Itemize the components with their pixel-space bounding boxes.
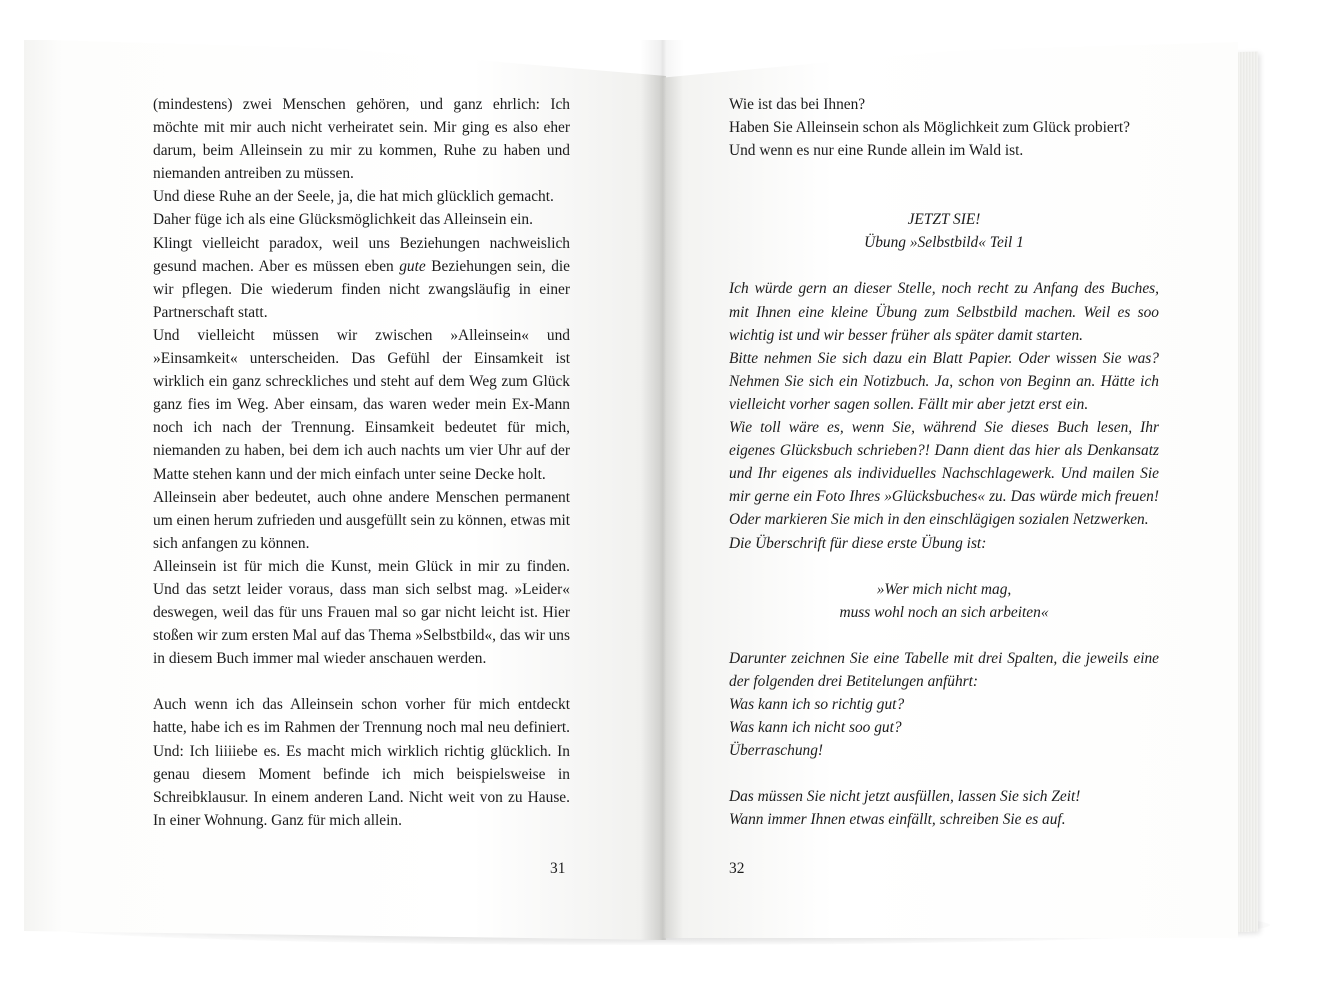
section-gap	[729, 555, 1159, 578]
right-intro-1: Wie ist das bei Ihnen?	[729, 96, 866, 113]
section-gap	[729, 624, 1159, 647]
table-intro: Darunter zeichnen Sie eine Tabelle mit drei Spalten, die jeweils eine der folgenden drei Betitelungen anführt:	[729, 649, 1159, 690]
left-paragraph-4-part-b: Beziehungen sein, die wir pflegen. Die wiederum finden nicht zwangsläufig in einer Partnerschaft statt.	[153, 257, 570, 321]
quote-line-1: »Wer mich nicht mag,	[876, 580, 1012, 598]
column-title-1: Was kann ich so richtig gut?	[729, 695, 905, 713]
section-gap	[729, 762, 1159, 785]
left-paragraph-4	[153, 232, 570, 324]
left-page-text	[153, 93, 570, 832]
exercise-subheading: Übung »Selbstbild« Teil 1	[864, 234, 1024, 252]
exercise-paragraph-4: Die Überschrift für diese erste Übung ist:	[729, 534, 987, 552]
right-intro-3: Und wenn es nur eine Runde allein im Wald ist.	[729, 142, 1024, 160]
left-paragraph-2: Und diese Ruhe an der Seele, ja, die hat mich glücklich gemacht.	[153, 188, 554, 206]
left-paragraph-1: (mindestens) zwei Menschen gehören, und ganz ehrlich: Ich möchte mit mir auch nicht verheiratet sein. Mir ging es also eher darum, beim Alleinsein zu mir zu kommen, Ruhe zu haben und niemanden antreiben zu müssen.	[153, 96, 570, 183]
left-paragraph-4-part-a: Klingt vielleicht paradox, weil uns Beziehungen nachweislich gesund machen. Aber es müssen eben	[153, 234, 570, 275]
exercise-heading: JETZT SIE!	[907, 211, 981, 229]
quote-line-2: muss wohl noch an sich arbeiten«	[839, 603, 1049, 621]
exercise-paragraph-3: Wie toll wäre es, wenn Sie, während Sie dieses Buch lesen, Ihr eigenes Glücksbuch schrieben?! Dann dient das hier als Denkansatz und Ihr eigenes als individuelles Nachschlagewerk. Und mailen Sie mir gerne ein Foto Ihres »Glücksbuches« zu. Das würde mich freuen! Oder markieren Sie mich in den einschlägigen sozialen Netzwerken.	[729, 419, 1159, 529]
book-gutter	[640, 40, 684, 940]
left-paragraph-3: Daher füge ich als eine Glücksmöglichkeit das Alleinsein ein.	[153, 211, 533, 229]
left-paragraph-6: Alleinsein aber bedeutet, auch ohne andere Menschen permanent um einen herum zufrieden und ausgefüllt sein zu können, etwas mit sich anfangen zu können.	[153, 488, 570, 552]
page-number-left: 31	[550, 860, 566, 877]
left-paragraph-7: Alleinsein ist für mich die Kunst, mein Glück in mir zu finden. Und das setzt leider voraus, dass man sich selbst mag. »Leider« deswegen, weil das für uns Frauen mal so gar nicht leicht ist. Hier stoßen wir zum ersten Mal auf das Thema »Selbstbild«, das wir uns in diesem Buch immer mal wieder anschauen werden.	[153, 557, 570, 668]
exercise-paragraph-1: Ich würde gern an dieser Stelle, noch recht zu Anfang des Buches, mit Ihnen eine kleine Übung zum Selbstbild machen. Weil es soo wichtig ist und wir besser früher als später damit starten.	[729, 280, 1159, 344]
right-page-text	[729, 93, 1159, 831]
closing-line-2: Wann immer Ihnen etwas einfällt, schreiben Sie es auf.	[729, 811, 1066, 829]
left-paragraph-4-emphasis: gute	[399, 257, 426, 275]
left-paragraph-8: Auch wenn ich das Alleinsein schon vorher für mich entdeckt hatte, habe ich es im Rahmen der Trennung noch mal neu definiert. Und: Ich liiiiebe es. Es macht mich wirklich richtig glücklich. In genau diesem Moment befinde ich mich beispielsweise in Schreibklausur. In einem anderen Land. Nicht weit von zu Hause. In einer Wohnung. Ganz für mich allein.	[153, 696, 570, 829]
paragraph-gap	[153, 670, 570, 693]
closing-line-1: Das müssen Sie nicht jetzt ausfüllen, lassen Sie sich Zeit!	[729, 788, 1081, 806]
exercise-paragraph-2: Bitte nehmen Sie sich dazu ein Blatt Papier. Oder wissen Sie was? Nehmen Sie sich ein Notizbuch. Ja, schon von Beginn an. Hätte ich vielleicht vorher sagen sollen. Fällt mir aber jetzt erst ein.	[729, 349, 1159, 413]
section-gap	[729, 254, 1159, 277]
column-title-3: Überraschung!	[729, 742, 824, 760]
right-intro-2: Haben Sie Alleinsein schon als Möglichkeit zum Glück probiert?	[729, 119, 1130, 137]
page-number-right: 32	[729, 860, 745, 877]
left-paragraph-5: Und vielleicht müssen wir zwischen »Alleinsein« und »Einsamkeit« unterscheiden. Das Gefühl der Einsamkeit ist wirklich ein ganz schreckliches und steht auf dem Weg zum Glück ganz fies im Weg. Aber einsam, das waren weder mein Ex-Mann noch ich nach der Trennung. Einsamkeit bedeutet für mich, niemanden zu haben, bei dem ich auch nachts um vier Uhr auf der Matte stehen kann und der mich einfach unter seine Decke holt.	[153, 326, 570, 483]
column-title-2: Was kann ich nicht soo gut?	[729, 719, 902, 737]
section-gap	[729, 162, 1159, 208]
